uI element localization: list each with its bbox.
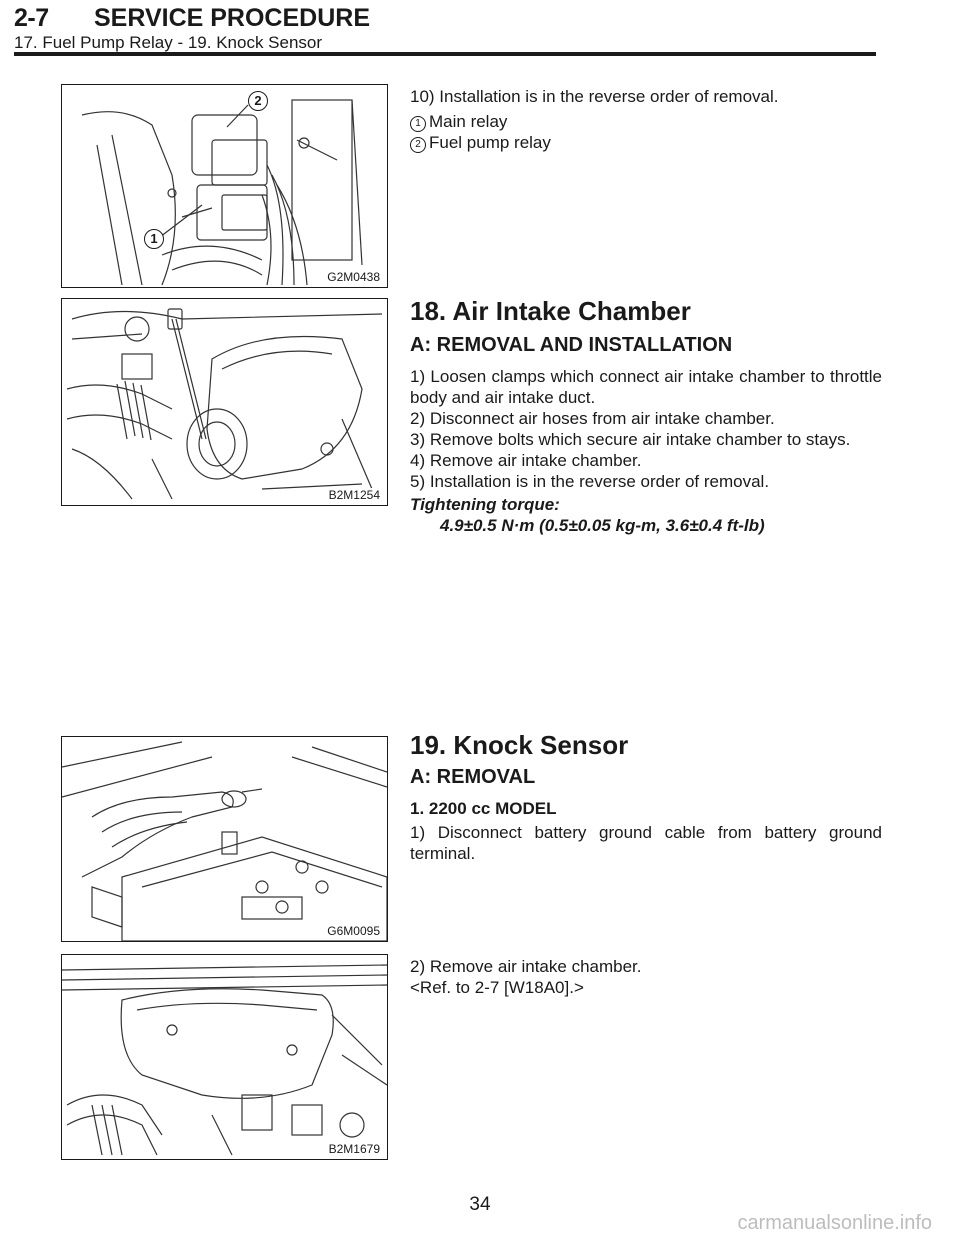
step: 10) Installation is in the reverse order of removal. bbox=[410, 87, 779, 106]
figure-id: B2M1254 bbox=[328, 488, 380, 502]
model-heading: 1. 2200 cc MODEL bbox=[410, 799, 557, 818]
relay-illustration bbox=[62, 85, 387, 287]
figure-id: B2M1679 bbox=[328, 1142, 380, 1156]
step: 3) Remove bolts which secure air intake chamber to stays. bbox=[410, 430, 851, 449]
section-number: 2-7 bbox=[14, 4, 49, 32]
figure-id: G6M0095 bbox=[327, 924, 380, 938]
section-19-steps bbox=[410, 798, 882, 864]
page-title: SERVICE PROCEDURE bbox=[94, 4, 370, 32]
callout-2-label: 2 bbox=[248, 91, 268, 111]
step: 2) Disconnect air hoses from air intake chamber. bbox=[410, 409, 775, 428]
block1-text bbox=[410, 86, 882, 153]
page-number: 34 bbox=[469, 1194, 491, 1215]
battery-illustration bbox=[62, 737, 387, 941]
step: 1) Disconnect battery ground cable from battery ground terminal. bbox=[410, 823, 882, 863]
section-18-subheading: A: REMOVAL AND INSTALLATION bbox=[410, 334, 733, 356]
torque-value: 4.9±0.5 N·m (0.5±0.05 kg-m, 3.6±0.4 ft-lb) bbox=[440, 516, 765, 535]
legend-item bbox=[410, 111, 882, 132]
legend-text: Main relay bbox=[429, 112, 508, 131]
callout-1-label: 1 bbox=[144, 229, 164, 249]
step: 5) Installation is in the reverse order of removal. bbox=[410, 472, 770, 491]
figure-relay bbox=[61, 84, 388, 288]
section-19-subheading: A: REMOVAL bbox=[410, 766, 536, 788]
page-subtitle: 17. Fuel Pump Relay - 19. Knock Sensor bbox=[14, 33, 323, 52]
legend-item bbox=[410, 132, 882, 153]
legend-num: 1 bbox=[410, 116, 426, 132]
figure-battery bbox=[61, 736, 388, 942]
section-19-step2 bbox=[410, 956, 882, 998]
section-19-heading: 19. Knock Sensor bbox=[410, 730, 629, 760]
figure-air-intake bbox=[61, 298, 388, 506]
figure-intake-chamber bbox=[61, 954, 388, 1160]
section-18-heading: 18. Air Intake Chamber bbox=[410, 296, 691, 326]
header-rule bbox=[14, 52, 876, 56]
step: 4) Remove air intake chamber. bbox=[410, 451, 642, 470]
watermark: carmanualsonline.info bbox=[737, 1212, 932, 1234]
step: 2) Remove air intake chamber. bbox=[410, 957, 642, 976]
legend-text: Fuel pump relay bbox=[429, 133, 551, 152]
intake-chamber-illustration bbox=[62, 955, 387, 1159]
air-intake-illustration bbox=[62, 299, 387, 505]
section-18-steps bbox=[410, 366, 882, 536]
cross-reference: <Ref. to 2-7 [W18A0].> bbox=[410, 978, 584, 997]
figure-id: G2M0438 bbox=[327, 270, 380, 284]
step: 1) Loosen clamps which connect air intake chamber to throttle body and air intake duct. bbox=[410, 367, 882, 407]
legend-num: 2 bbox=[410, 137, 426, 153]
torque-label: Tightening torque: bbox=[410, 495, 560, 514]
